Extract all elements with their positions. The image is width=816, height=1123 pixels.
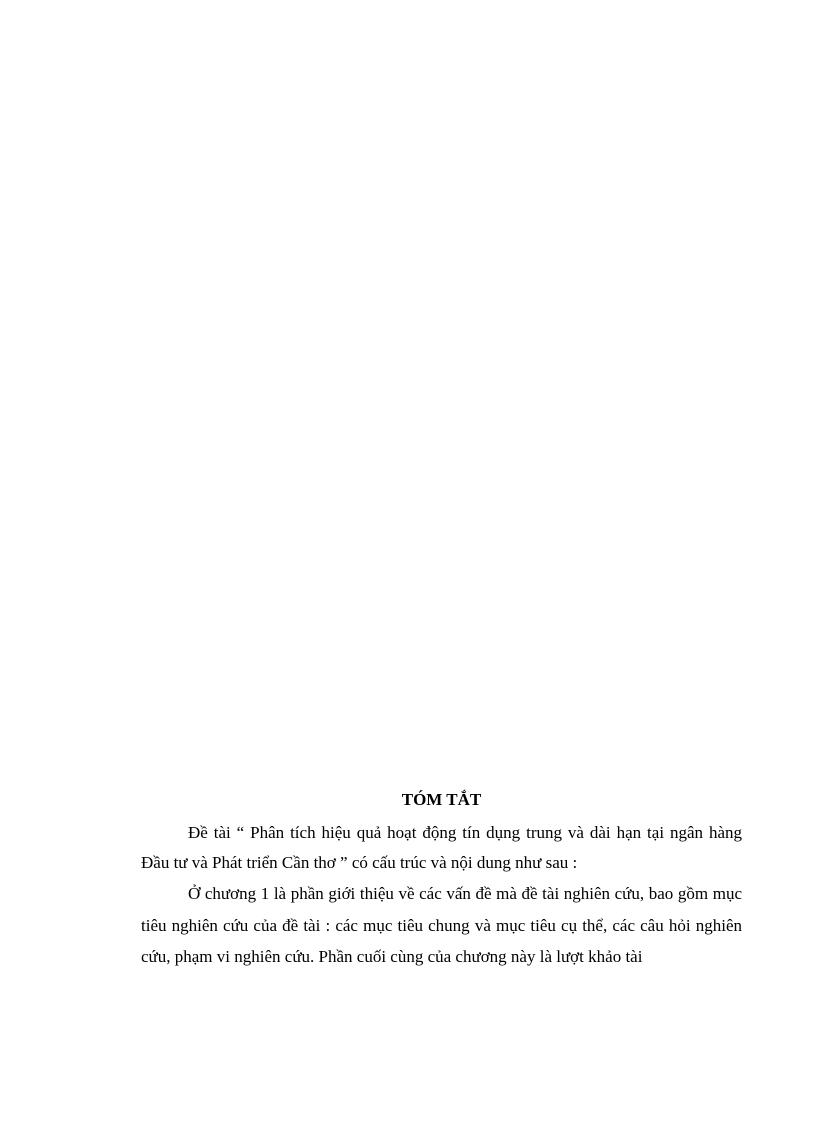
paragraph-chapter-1: Ở chương 1 là phần giới thiệu về các vấn đề mà đề tài nghiên cứu, bao gồm mục tiêu nghiên cứu của đề tài : các mục tiêu chung và mục tiêu cụ thể, các câu hỏi nghiên cứu, phạm vi nghiên cứu. Phần cuối cùng của chương này là lượt khảo tài — [141, 884, 742, 966]
page-title: TÓM TẮT — [401, 790, 482, 809]
paragraph-intro: Đề tài “ Phân tích hiệu quả hoạt động tín dụng trung và dài hạn tại ngân hàng Đầu tư và Phát triển Cần thơ ” có cấu trúc và nội dung như sau : — [141, 823, 742, 872]
page-content — [141, 788, 742, 973]
